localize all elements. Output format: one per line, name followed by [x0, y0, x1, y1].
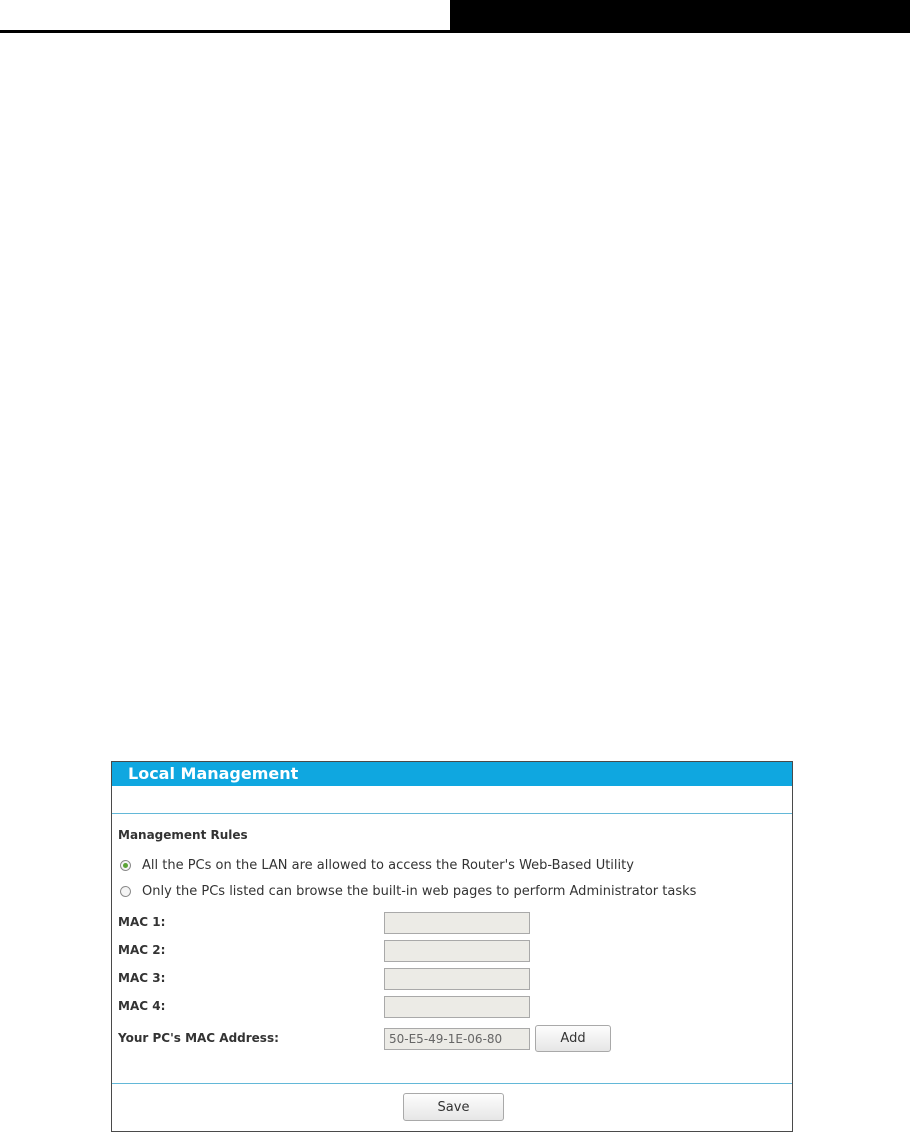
- radio-all-pcs[interactable]: [120, 860, 131, 871]
- local-management-panel: [111, 761, 793, 1132]
- panel-header: [112, 762, 792, 786]
- rule-option-all[interactable]: [120, 856, 634, 874]
- radio-listed-pcs[interactable]: [120, 886, 131, 897]
- add-button[interactable]: Add: [535, 1025, 611, 1052]
- your-mac-label: Your PC's MAC Address:: [118, 1031, 279, 1045]
- top-black-bar: [450, 0, 910, 33]
- mac-4-input[interactable]: [384, 996, 530, 1018]
- panel-title: Local Management: [128, 764, 299, 783]
- mac-2-input[interactable]: [384, 940, 530, 962]
- mac-2-label: MAC 2:: [118, 943, 166, 957]
- rule-option-label: All the PCs on the LAN are allowed to access the Router's Web-Based Utility: [142, 857, 634, 873]
- your-mac-value: 50-E5-49-1E-06-80: [384, 1028, 530, 1050]
- divider: [112, 813, 792, 814]
- divider: [112, 1083, 792, 1084]
- mac-3-input[interactable]: [384, 968, 530, 990]
- mac-1-input[interactable]: [384, 912, 530, 934]
- rule-option-listed[interactable]: [120, 882, 696, 900]
- top-rule: [0, 30, 450, 33]
- rule-option-label: Only the PCs listed can browse the built-in web pages to perform Administrator tasks: [142, 883, 697, 899]
- save-button[interactable]: Save: [403, 1093, 504, 1121]
- mac-3-label: MAC 3:: [118, 971, 166, 985]
- mac-4-label: MAC 4:: [118, 999, 166, 1013]
- section-title: Management Rules: [118, 828, 248, 842]
- mac-1-label: MAC 1:: [118, 915, 166, 929]
